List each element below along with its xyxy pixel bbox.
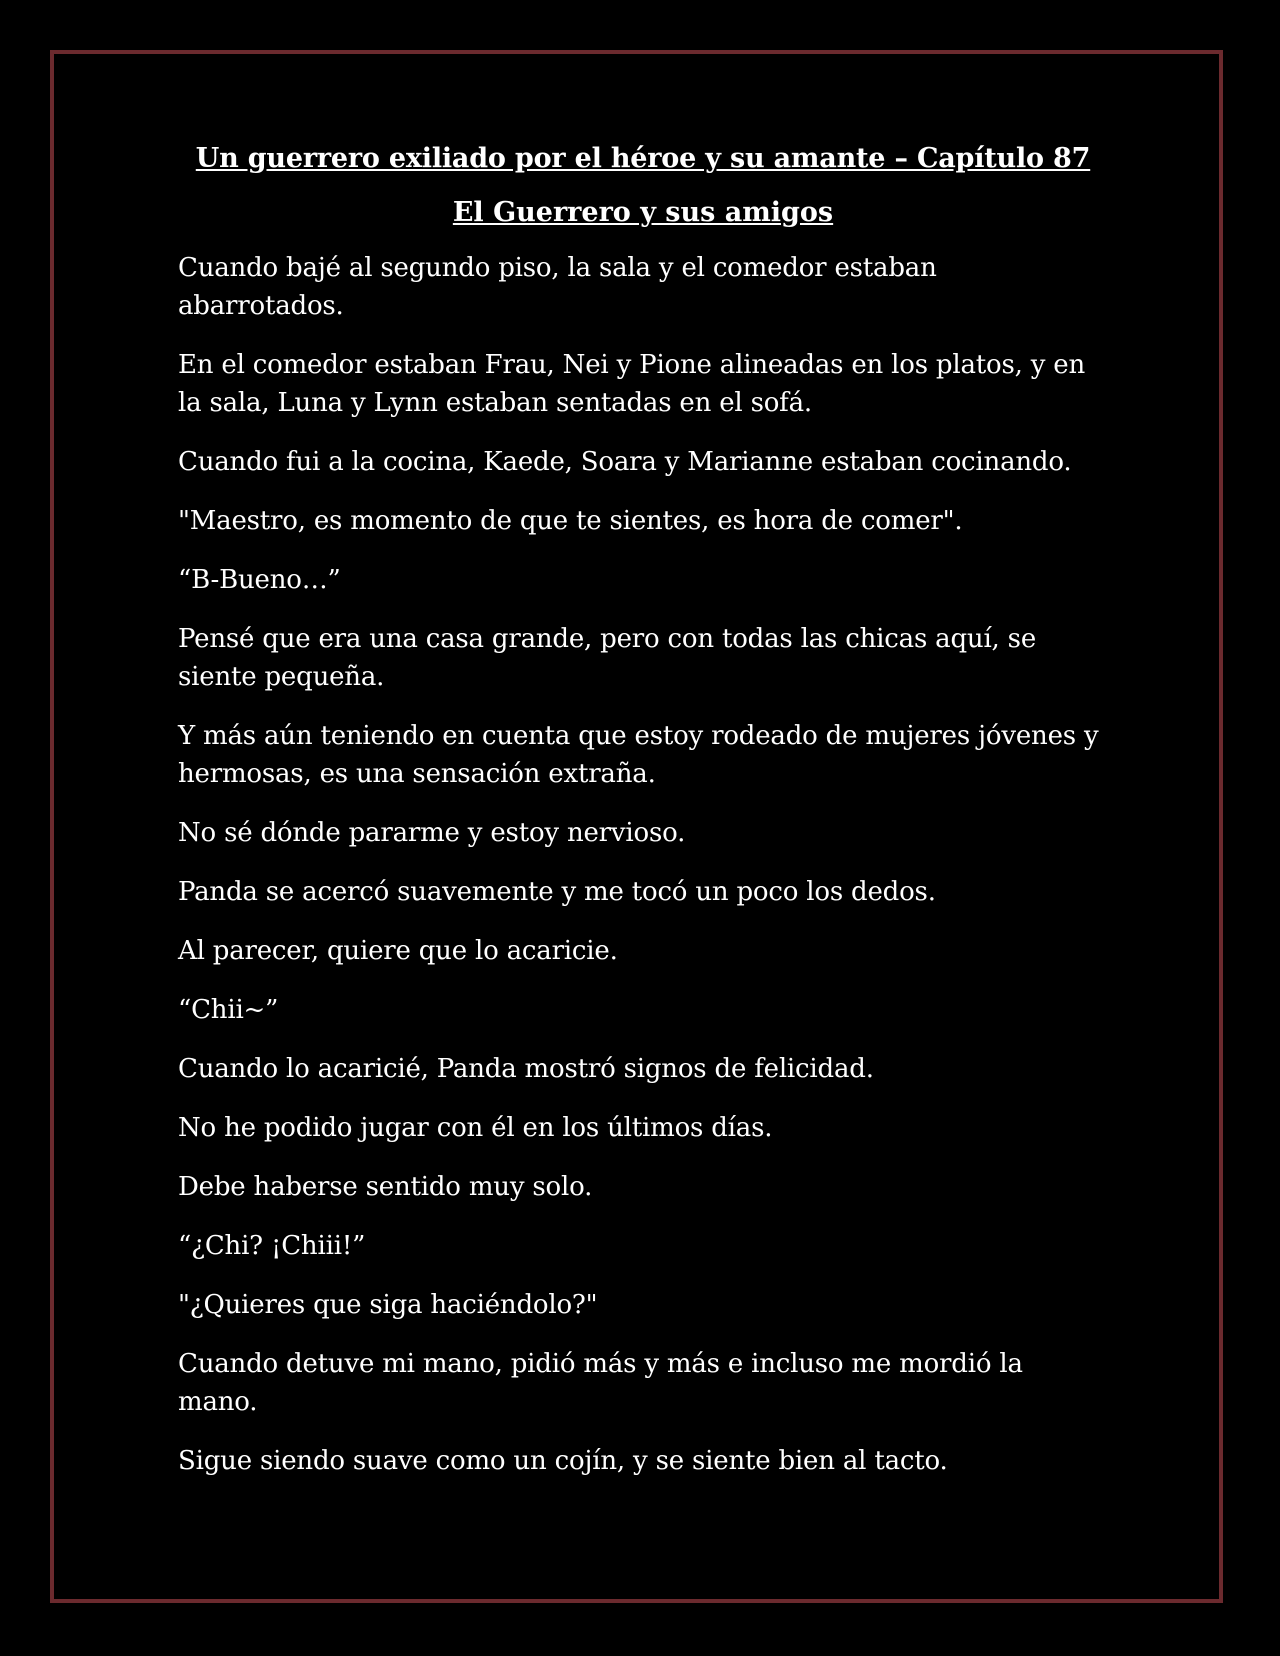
paragraph: "¿Quieres que siga haciéndolo?" xyxy=(178,1290,598,1320)
paragraph: Al parecer, quiere que lo acaricie. xyxy=(178,936,618,966)
paragraph: Sigue siendo suave como un cojín, y se siente bien al tacto. xyxy=(178,1446,948,1476)
paragraph: Cuando bajé al segundo piso, la sala y el comedor estaban abarrotados. xyxy=(178,253,937,321)
paragraph: Cuando lo acaricié, Panda mostró signos de felicidad. xyxy=(178,1054,874,1084)
paragraph: En el comedor estaban Frau, Nei y Pione alineadas en los platos, y en la sala, Luna y Lynn estaban sentadas en el sofá. xyxy=(178,350,1086,418)
paragraph: Pensé que era una casa grande, pero con todas las chicas aquí, se siente pequeña. xyxy=(178,624,1037,692)
chapter-subtitle: El Guerrero y sus amigos xyxy=(452,197,834,228)
paragraph: Y más aún teniendo en cuenta que estoy rodeado de mujeres jóvenes y hermosas, es una sensación extraña. xyxy=(178,721,1099,789)
paragraph: No he podido jugar con él en los últimos días. xyxy=(178,1113,773,1143)
paragraph: Panda se acercó suavemente y me tocó un poco los dedos. xyxy=(178,877,936,907)
chapter-title: Un guerrero exiliado por el héroe y su amante – Capítulo 87 xyxy=(195,143,1091,174)
paragraph: No sé dónde pararme y estoy nervioso. xyxy=(178,818,686,848)
paragraph: “¿Chi? ¡Chiii!” xyxy=(178,1231,366,1261)
paragraph: Cuando fui a la cocina, Kaede, Soara y Marianne estaban cocinando. xyxy=(178,447,1072,477)
paragraph: Debe haberse sentido muy solo. xyxy=(178,1172,593,1202)
paragraph: "Maestro, es momento de que te sientes, es hora de comer". xyxy=(178,506,963,536)
paragraph: Cuando detuve mi mano, pidió más y más e incluso me mordió la mano. xyxy=(178,1349,1023,1417)
document-body xyxy=(178,140,1108,1501)
paragraph: “Chii~” xyxy=(178,995,279,1025)
paragraph: “B-Bueno…” xyxy=(178,565,341,595)
